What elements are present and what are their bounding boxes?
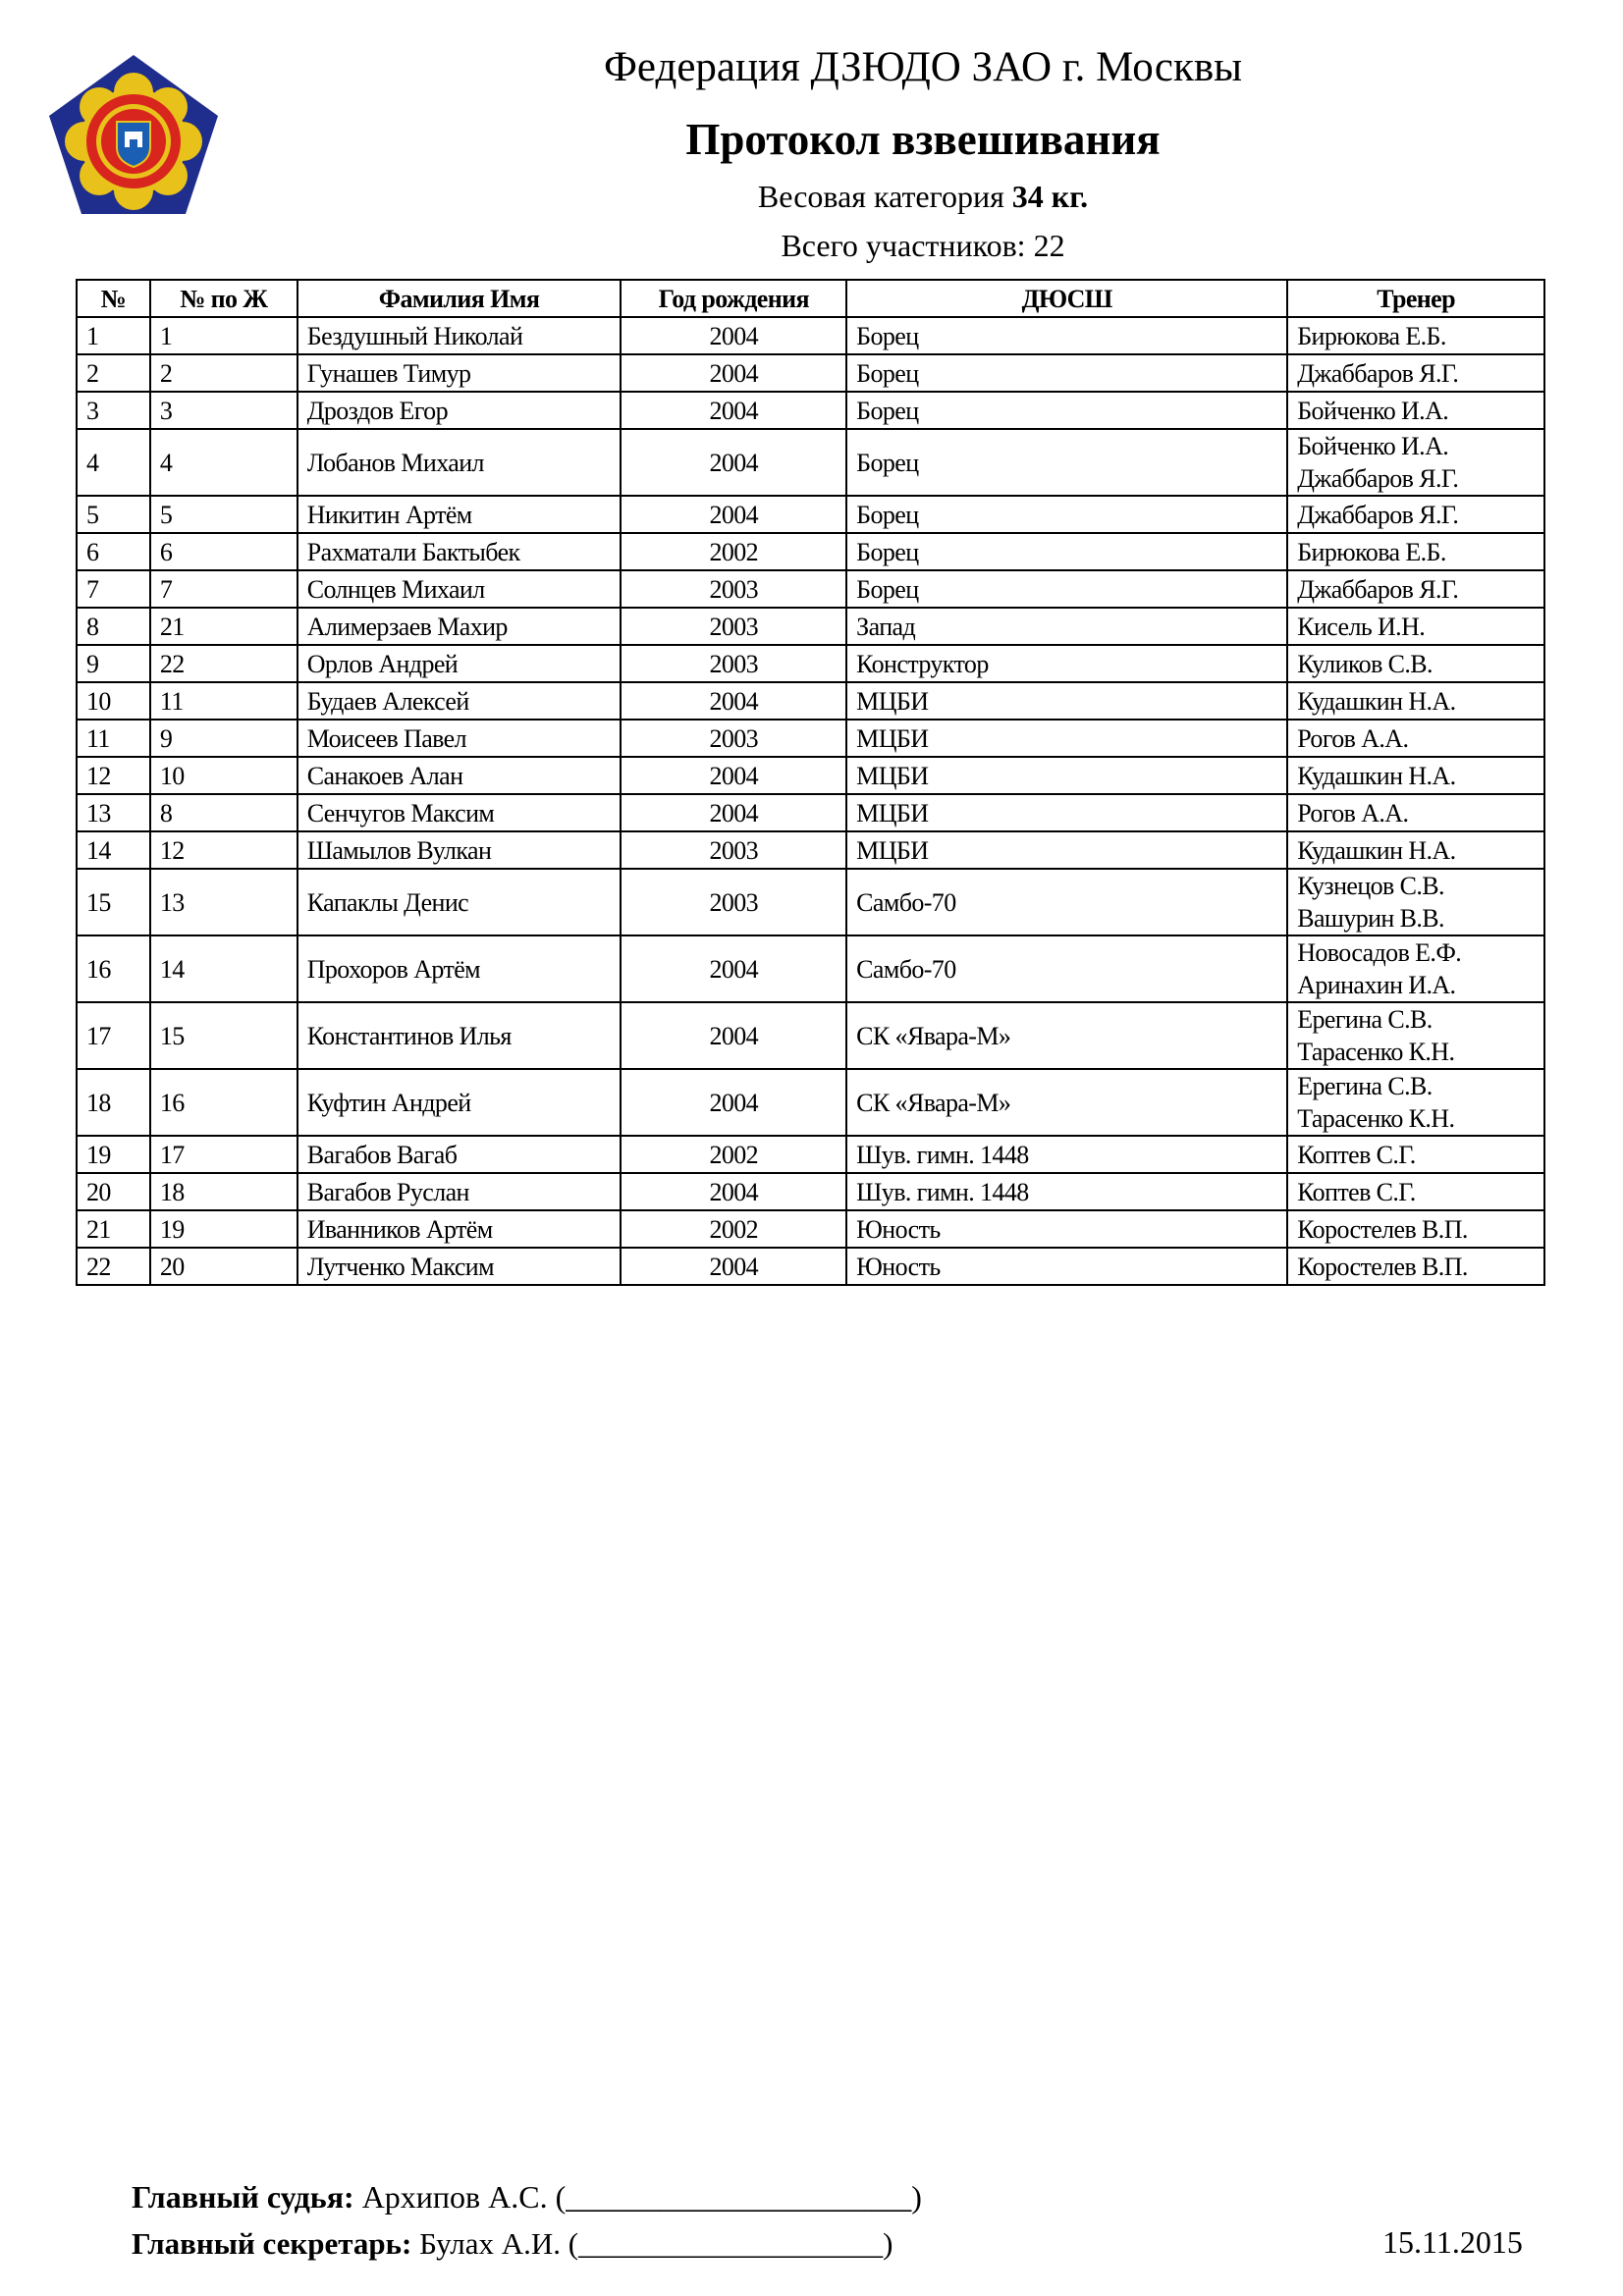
- cell-number: 19: [77, 1136, 150, 1173]
- cell-birth-year: 2002: [621, 533, 846, 570]
- cell-name: Иванников Артём: [298, 1210, 622, 1248]
- cell-name: Прохоров Артём: [298, 935, 622, 1002]
- cell-name: Лобанов Михаил: [298, 429, 622, 496]
- cell-name: Куфтин Андрей: [298, 1069, 622, 1136]
- weight-category-value: 34 кг.: [1011, 179, 1089, 214]
- coach-name: Рогов А.А.: [1297, 798, 1409, 828]
- table-row: [77, 354, 1544, 392]
- table-row: [77, 429, 1544, 496]
- coach-name: Кисель И.Н.: [1297, 612, 1426, 641]
- table-row: [77, 794, 1544, 831]
- cell-coach: [1287, 869, 1544, 935]
- cell-list-number: 18: [150, 1173, 298, 1210]
- chief-secretary-value: Булах А.И. (____________________): [419, 2226, 893, 2261]
- table-row: [77, 869, 1544, 935]
- cell-coach: [1287, 1069, 1544, 1136]
- cell-number: 8: [77, 608, 150, 645]
- table-row: [77, 935, 1544, 1002]
- cell-birth-year: 2004: [621, 682, 846, 720]
- cell-list-number: 15: [150, 1002, 298, 1069]
- cell-name: Рахматали Бактыбек: [298, 533, 622, 570]
- cell-name: Гунашев Тимур: [298, 354, 622, 392]
- coach-name: Кудашкин Н.А.: [1297, 686, 1456, 716]
- cell-list-number: 2: [150, 354, 298, 392]
- chief-secretary-line: [132, 2226, 893, 2262]
- cell-school: Самбо-70: [846, 935, 1287, 1002]
- cell-coach: [1287, 392, 1544, 429]
- cell-coach: [1287, 1210, 1544, 1248]
- cell-number: 6: [77, 533, 150, 570]
- cell-school: Конструктор: [846, 645, 1287, 682]
- cell-birth-year: 2004: [621, 429, 846, 496]
- coach-name: Коростелев В.П.: [1297, 1214, 1468, 1244]
- cell-name: Алимерзаев Махир: [298, 608, 622, 645]
- table-row: [77, 720, 1544, 757]
- cell-name: Никитин Артём: [298, 496, 622, 533]
- cell-coach: [1287, 317, 1544, 354]
- cell-list-number: 17: [150, 1136, 298, 1173]
- cell-school: СК «Явара-М»: [846, 1002, 1287, 1069]
- cell-list-number: 19: [150, 1210, 298, 1248]
- cell-school: Борец: [846, 496, 1287, 533]
- cell-list-number: 12: [150, 831, 298, 869]
- cell-school: Борец: [846, 533, 1287, 570]
- cell-list-number: 14: [150, 935, 298, 1002]
- cell-name: Лутченко Максим: [298, 1248, 622, 1285]
- cell-name: Санакоев Алан: [298, 757, 622, 794]
- column-header-number: №: [77, 280, 150, 317]
- cell-list-number: 4: [150, 429, 298, 496]
- cell-list-number: 8: [150, 794, 298, 831]
- cell-list-number: 6: [150, 533, 298, 570]
- cell-coach: [1287, 831, 1544, 869]
- cell-school: МЦБИ: [846, 757, 1287, 794]
- cell-school: МЦБИ: [846, 720, 1287, 757]
- cell-number: 14: [77, 831, 150, 869]
- cell-number: 10: [77, 682, 150, 720]
- cell-birth-year: 2004: [621, 354, 846, 392]
- table-header-row: [77, 280, 1544, 317]
- cell-birth-year: 2004: [621, 1069, 846, 1136]
- coach-name: Кузнецов С.В.: [1297, 872, 1444, 900]
- coach-name: Джаббаров Я.Г.: [1297, 500, 1459, 529]
- federation-emblem-icon: [45, 51, 222, 218]
- participants-total-label: Всего участников:: [781, 228, 1026, 263]
- cell-coach: [1287, 935, 1544, 1002]
- coach-name: Коптев С.Г.: [1297, 1140, 1416, 1169]
- table-row: [77, 392, 1544, 429]
- cell-number: 7: [77, 570, 150, 608]
- cell-name: Константинов Илья: [298, 1002, 622, 1069]
- table-row: [77, 570, 1544, 608]
- weight-category-label: Весовая категория: [757, 179, 1004, 214]
- coach-name: Джаббаров Я.Г.: [1297, 574, 1459, 604]
- coach-name: Тарасенко К.Н.: [1297, 1104, 1455, 1133]
- column-header-name: Фамилия Имя: [298, 280, 622, 317]
- chief-judge-value: Архипов А.С. (______________________): [361, 2179, 922, 2215]
- table-body: [77, 317, 1544, 1285]
- cell-school: Борец: [846, 392, 1287, 429]
- participants-total-value: 22: [1033, 228, 1065, 263]
- cell-coach: [1287, 794, 1544, 831]
- table-row: [77, 682, 1544, 720]
- cell-list-number: 16: [150, 1069, 298, 1136]
- cell-number: 20: [77, 1173, 150, 1210]
- cell-school: МЦБИ: [846, 682, 1287, 720]
- cell-birth-year: 2004: [621, 317, 846, 354]
- cell-coach: [1287, 429, 1544, 496]
- cell-list-number: 7: [150, 570, 298, 608]
- cell-birth-year: 2004: [621, 1002, 846, 1069]
- chief-judge-label: Главный судья:: [132, 2179, 354, 2215]
- chief-secretary-label: Главный секретарь:: [132, 2226, 412, 2261]
- table-row: [77, 645, 1544, 682]
- cell-school: МЦБИ: [846, 794, 1287, 831]
- cell-coach: [1287, 682, 1544, 720]
- cell-name: Сенчугов Максим: [298, 794, 622, 831]
- cell-name: Капаклы Денис: [298, 869, 622, 935]
- column-header-coach: Тренер: [1287, 280, 1544, 317]
- cell-birth-year: 2004: [621, 935, 846, 1002]
- column-header-birth-year: Год рождения: [621, 280, 846, 317]
- cell-coach: [1287, 354, 1544, 392]
- table-row: [77, 496, 1544, 533]
- cell-coach: [1287, 1248, 1544, 1285]
- cell-school: Юность: [846, 1210, 1287, 1248]
- cell-school: Запад: [846, 608, 1287, 645]
- coach-name: Ерегина С.В.: [1297, 1005, 1433, 1034]
- table-row: [77, 1002, 1544, 1069]
- cell-school: Самбо-70: [846, 869, 1287, 935]
- cell-birth-year: 2003: [621, 831, 846, 869]
- cell-coach: [1287, 608, 1544, 645]
- cell-list-number: 5: [150, 496, 298, 533]
- table-row: [77, 608, 1544, 645]
- cell-school: Борец: [846, 354, 1287, 392]
- cell-list-number: 1: [150, 317, 298, 354]
- cell-birth-year: 2003: [621, 570, 846, 608]
- cell-coach: [1287, 496, 1544, 533]
- coach-name: Бирюкова Е.Б.: [1297, 537, 1446, 566]
- cell-school: Шув. гимн. 1448: [846, 1173, 1287, 1210]
- cell-number: 21: [77, 1210, 150, 1248]
- cell-list-number: 20: [150, 1248, 298, 1285]
- cell-list-number: 9: [150, 720, 298, 757]
- cell-coach: [1287, 1173, 1544, 1210]
- cell-number: 13: [77, 794, 150, 831]
- cell-name: Орлов Андрей: [298, 645, 622, 682]
- table-row: [77, 1069, 1544, 1136]
- coach-name: Куликов С.В.: [1297, 649, 1433, 678]
- coach-name: Рогов А.А.: [1297, 723, 1409, 753]
- cell-birth-year: 2004: [621, 794, 846, 831]
- coach-name: Ерегина С.В.: [1297, 1072, 1433, 1100]
- coach-name: Вашурин В.В.: [1297, 904, 1444, 933]
- coach-name: Тарасенко К.Н.: [1297, 1038, 1455, 1066]
- cell-school: МЦБИ: [846, 831, 1287, 869]
- coach-name: Новосадов Е.Ф.: [1297, 938, 1462, 967]
- cell-school: Юность: [846, 1248, 1287, 1285]
- cell-coach: [1287, 533, 1544, 570]
- weigh-in-table: [76, 279, 1545, 1286]
- cell-number: 1: [77, 317, 150, 354]
- cell-name: Дроздов Егор: [298, 392, 622, 429]
- table-row: [77, 831, 1544, 869]
- cell-number: 18: [77, 1069, 150, 1136]
- cell-number: 12: [77, 757, 150, 794]
- cell-name: Моисеев Павел: [298, 720, 622, 757]
- cell-number: 2: [77, 354, 150, 392]
- cell-coach: [1287, 570, 1544, 608]
- cell-number: 17: [77, 1002, 150, 1069]
- cell-name: Солнцев Михаил: [298, 570, 622, 608]
- table-row: [77, 757, 1544, 794]
- cell-name: Будаев Алексей: [298, 682, 622, 720]
- cell-list-number: 11: [150, 682, 298, 720]
- table-row: [77, 533, 1544, 570]
- coach-name: Бойченко И.А.: [1297, 396, 1449, 425]
- cell-birth-year: 2002: [621, 1210, 846, 1248]
- cell-birth-year: 2004: [621, 757, 846, 794]
- column-header-school: ДЮСШ: [846, 280, 1287, 317]
- table-row: [77, 1248, 1544, 1285]
- participants-total-line: [491, 228, 1355, 264]
- cell-number: 16: [77, 935, 150, 1002]
- weight-category-line: [491, 179, 1355, 215]
- cell-coach: [1287, 720, 1544, 757]
- cell-birth-year: 2004: [621, 496, 846, 533]
- coach-name: Джаббаров Я.Г.: [1297, 358, 1459, 388]
- cell-coach: [1287, 645, 1544, 682]
- cell-birth-year: 2003: [621, 720, 846, 757]
- cell-list-number: 10: [150, 757, 298, 794]
- cell-name: Вагабов Руслан: [298, 1173, 622, 1210]
- cell-number: 9: [77, 645, 150, 682]
- cell-coach: [1287, 1002, 1544, 1069]
- cell-name: Бездушный Николай: [298, 317, 622, 354]
- coach-name: Коростелев В.П.: [1297, 1252, 1468, 1281]
- cell-birth-year: 2004: [621, 1248, 846, 1285]
- cell-name: Шамылов Вулкан: [298, 831, 622, 869]
- coach-name: Бирюкова Е.Б.: [1297, 321, 1446, 350]
- cell-number: 5: [77, 496, 150, 533]
- coach-name: Джаббаров Я.Г.: [1297, 464, 1459, 493]
- coach-name: Коптев С.Г.: [1297, 1177, 1416, 1206]
- cell-birth-year: 2004: [621, 1173, 846, 1210]
- document-date: 15.11.2015: [1382, 2224, 1523, 2260]
- cell-number: 3: [77, 392, 150, 429]
- cell-number: 22: [77, 1248, 150, 1285]
- cell-name: Вагабов Вагаб: [298, 1136, 622, 1173]
- cell-list-number: 3: [150, 392, 298, 429]
- cell-birth-year: 2003: [621, 645, 846, 682]
- cell-coach: [1287, 757, 1544, 794]
- table-row: [77, 1173, 1544, 1210]
- coach-name: Кудашкин Н.А.: [1297, 835, 1456, 865]
- cell-coach: [1287, 1136, 1544, 1173]
- cell-number: 4: [77, 429, 150, 496]
- federation-title: Федерация ДЗЮДО ЗАО г. Москвы: [603, 44, 1243, 90]
- cell-birth-year: 2004: [621, 392, 846, 429]
- cell-school: СК «Явара-М»: [846, 1069, 1287, 1136]
- cell-birth-year: 2003: [621, 869, 846, 935]
- table-row: [77, 1210, 1544, 1248]
- cell-list-number: 22: [150, 645, 298, 682]
- chief-judge-line: [132, 2179, 922, 2216]
- cell-birth-year: 2002: [621, 1136, 846, 1173]
- cell-school: Борец: [846, 570, 1287, 608]
- coach-name: Кудашкин Н.А.: [1297, 761, 1456, 790]
- cell-list-number: 21: [150, 608, 298, 645]
- coach-name: Бойченко И.А.: [1297, 432, 1449, 460]
- cell-number: 11: [77, 720, 150, 757]
- column-header-list-number: № по Ж: [150, 280, 298, 317]
- table-row: [77, 317, 1544, 354]
- cell-school: Шув. гимн. 1448: [846, 1136, 1287, 1173]
- coach-name: Аринахин И.А.: [1297, 971, 1456, 999]
- cell-birth-year: 2003: [621, 608, 846, 645]
- cell-number: 15: [77, 869, 150, 935]
- table-row: [77, 1136, 1544, 1173]
- cell-school: Борец: [846, 429, 1287, 496]
- cell-list-number: 13: [150, 869, 298, 935]
- cell-school: Борец: [846, 317, 1287, 354]
- page-title: Протокол взвешивания: [685, 115, 1161, 164]
